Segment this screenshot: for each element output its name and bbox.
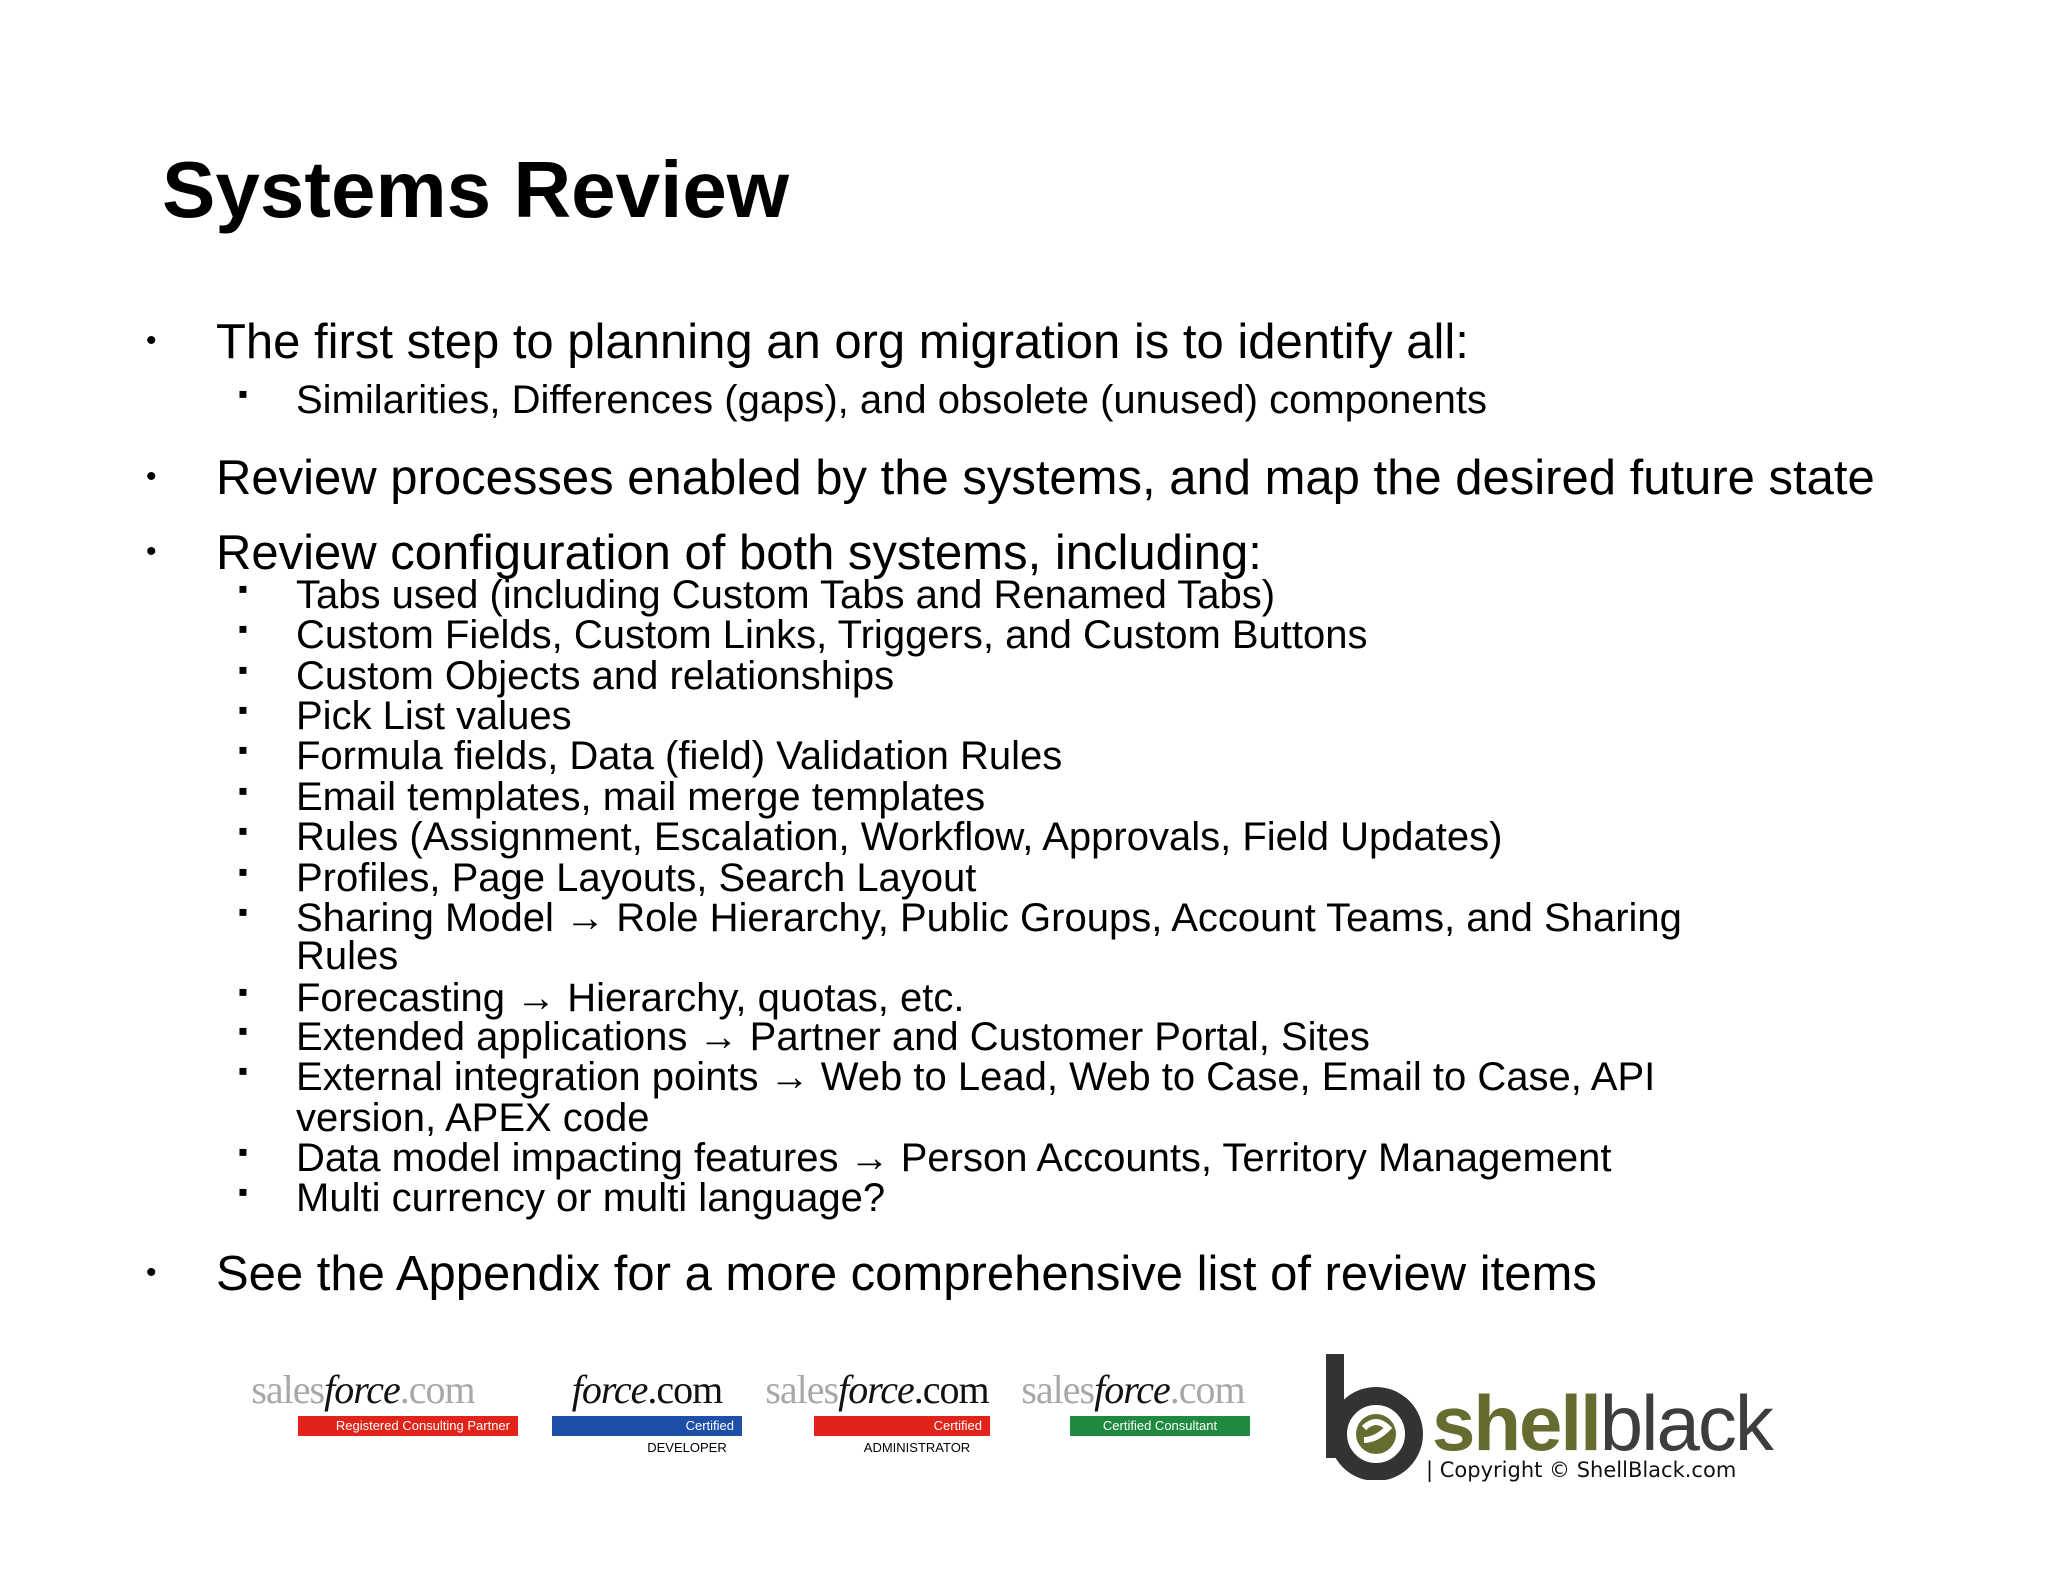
sub-bullet-marker: ▪ xyxy=(238,775,248,806)
sub-bullet-text xyxy=(296,1057,1655,1097)
sub-bullet-text-a: Forecasting xyxy=(296,976,505,1020)
sub-bullet-marker: ▪ xyxy=(238,976,248,1007)
bullet-marker: • xyxy=(146,324,157,357)
sub-bullet-text-a: Sharing Model xyxy=(296,896,554,940)
force-developer-logo: force.com Certified DEVELOPER xyxy=(552,1368,782,1468)
slide-title: Systems Review xyxy=(162,145,790,234)
sub-bullet-text xyxy=(296,978,964,1018)
bullet-marker: • xyxy=(146,535,157,568)
bullet-text: Review processes enabled by the systems, and map the desired future state xyxy=(216,451,1875,505)
sub-bullet-text-b: Hierarchy, quotas, etc. xyxy=(567,976,965,1020)
bullet-text: Review configuration of both systems, including: xyxy=(216,526,1262,580)
bullet-text: The first step to planning an org migration is to identify all: xyxy=(216,315,1469,369)
sub-bullet-text-b: Person Accounts, Territory Management xyxy=(900,1136,1612,1180)
footer xyxy=(0,1350,2048,1582)
salesforce-partner-logo: salesforce.com Registered Consulting Partner xyxy=(248,1368,478,1468)
sub-bullet-marker: ▪ xyxy=(238,1055,248,1086)
sub-bullet-text xyxy=(296,1138,1611,1178)
sub-bullet-text-a: Data model impacting features xyxy=(296,1136,839,1180)
sub-bullet-text-a: External integration points xyxy=(296,1055,759,1099)
sub-bullet-marker: ▪ xyxy=(238,896,248,927)
sub-bullet-marker: ▪ xyxy=(238,694,248,725)
sub-bullet-text-a: Extended applications xyxy=(296,1015,688,1059)
sub-bullet-text: Multi currency or multi language? xyxy=(296,1176,886,1220)
sub-bullet-marker: ▪ xyxy=(238,654,248,685)
arrow-icon: → xyxy=(565,896,606,940)
sub-bullet-marker: ▪ xyxy=(238,815,248,846)
sub-bullet-marker: ▪ xyxy=(238,1176,248,1207)
sub-bullet-text: Custom Objects and relationships xyxy=(296,654,895,698)
bullet-marker: • xyxy=(146,460,157,493)
sub-bullet-text-b: Web to Lead, Web to Case, Email to Case, API xyxy=(820,1055,1656,1099)
sub-bullet-text: Tabs used (including Custom Tabs and Renamed Tabs) xyxy=(296,573,1276,617)
bullet-text: See the Appendix for a more comprehensive list of review items xyxy=(216,1247,1597,1301)
arrow-icon: → xyxy=(698,1015,739,1059)
bullet-marker: • xyxy=(146,1256,157,1289)
sub-bullet-text xyxy=(296,1017,1370,1057)
sub-bullet-marker: ▪ xyxy=(238,613,248,644)
sub-bullet-text: Formula fields, Data (field) Validation Rules xyxy=(296,734,1063,778)
arrow-icon: → xyxy=(516,976,557,1020)
sub-bullet-text: Pick List values xyxy=(296,694,572,738)
sub-bullet-text: Rules xyxy=(296,934,399,978)
shellblack-logo: shellblack xyxy=(1318,1350,1778,1490)
sub-bullet-marker: ▪ xyxy=(238,573,248,604)
sub-bullet-text: Custom Fields, Custom Links, Triggers, and Custom Buttons xyxy=(296,613,1368,657)
arrow-icon: → xyxy=(769,1055,810,1099)
shellblack-emblem-icon xyxy=(1318,1350,1428,1480)
sub-bullet-text: version, APEX code xyxy=(296,1096,650,1140)
sub-bullet-text: Similarities, Differences (gaps), and obsolete (unused) components xyxy=(296,378,1487,422)
sub-bullet-text: Rules (Assignment, Escalation, Workflow, Approvals, Field Updates) xyxy=(296,815,1503,859)
sub-bullet-text xyxy=(296,898,1682,938)
sub-bullet-text-b: Partner and Customer Portal, Sites xyxy=(749,1015,1370,1059)
sub-bullet-text: Profiles, Page Layouts, Search Layout xyxy=(296,856,977,900)
sub-bullet-text: Email templates, mail merge templates xyxy=(296,775,986,819)
sub-bullet-marker: ▪ xyxy=(238,856,248,887)
copyright-text: | Copyright © ShellBlack.com xyxy=(1426,1458,1737,1482)
sub-bullet-text-b: Role Hierarchy, Public Groups, Account Teams, and Sharing xyxy=(616,896,1682,940)
sub-bullet-marker: ▪ xyxy=(238,1015,248,1046)
salesforce-consultant-logo: salesforce.com Certified Consultant xyxy=(1018,1368,1248,1468)
sub-bullet-marker: ▪ xyxy=(238,1136,248,1167)
sub-bullet-marker: ▪ xyxy=(238,734,248,765)
sub-bullet-marker: ▪ xyxy=(238,378,248,409)
salesforce-administrator-logo: salesforce.com Certified ADMINISTRATOR xyxy=(765,1367,989,1455)
arrow-icon: → xyxy=(849,1136,890,1180)
